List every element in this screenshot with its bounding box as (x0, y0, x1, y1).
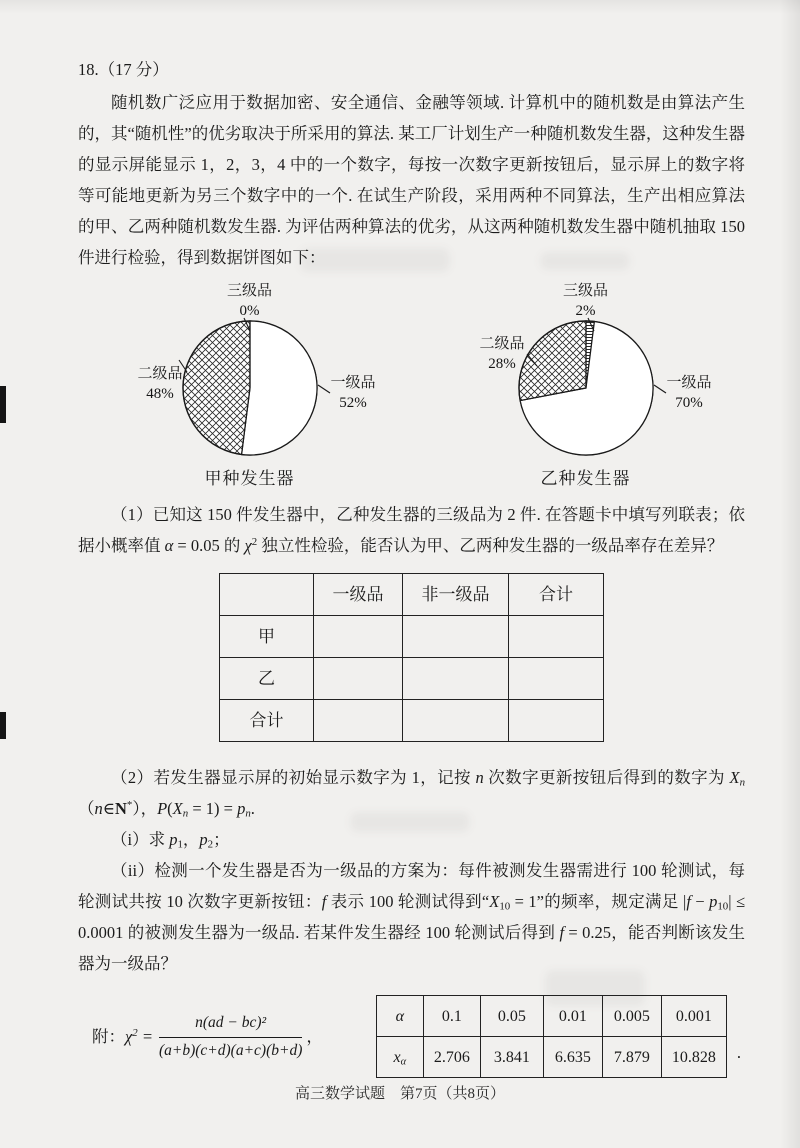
page-footer: 高三数学试题 第7页（共8页） (294, 1086, 505, 1102)
formula-comma: ， (306, 1027, 323, 1046)
x-alpha-value-cell: 3.841 (480, 1037, 543, 1078)
chart-caption-yi: 乙种发生器 (540, 469, 631, 488)
table-header-cell: 合计 (509, 574, 604, 616)
slice-label-name: 三级品 (562, 283, 608, 299)
table-row (220, 700, 604, 742)
slice-label-grade1 (322, 373, 384, 413)
pie-chart-yi (426, 276, 745, 491)
slice-label-value: 0% (239, 303, 260, 319)
formula-prefix: 附： (92, 1027, 125, 1046)
slice-label-value: 48% (146, 386, 174, 402)
alpha-value-cell: 0.005 (602, 996, 661, 1037)
slice-label-value: 52% (339, 395, 367, 411)
x-alpha-value-cell: 10.828 (661, 1037, 726, 1078)
table-empty-cell (509, 616, 604, 658)
question-part-2-ii: （ii）检测一个发生器是否为一级品的方案为：每件被测发生器需进行 100 轮测试，每轮测试共按 10 次数字更新按钮：f 表示 100 轮测试得到“$X_{10} = 1$”的频率，规定满足 $|f - p_{10}| \le 0.0001$ 的被测发生器为一级品. 若某件发生器经 100 轮测试后得到 f = 0.25，能否判断该发生器为一级品？ (78, 861, 746, 973)
slice-label-grade1 (658, 373, 720, 413)
critical-xalpha-row (376, 1037, 726, 1078)
table-row (220, 616, 604, 658)
pie-slices (183, 321, 317, 455)
slice-label-grade3 (544, 281, 628, 321)
table-row (220, 658, 604, 700)
alpha-value-cell: 0.001 (661, 996, 726, 1037)
critical-alpha-row (376, 996, 726, 1037)
slice-label-grade2 (130, 364, 190, 404)
appendix-row (78, 995, 745, 1078)
table-empty-cell (403, 700, 509, 742)
table-empty-cell (314, 616, 403, 658)
slice-label-grade2 (472, 334, 532, 374)
slice-label-name: 一级品 (330, 375, 376, 391)
table-empty-cell (509, 658, 604, 700)
alpha-label-cell: α (376, 996, 423, 1037)
slice-label-name: 一级品 (666, 375, 712, 391)
alpha-value-cell: 0.1 (423, 996, 480, 1037)
x-alpha-label-cell: $x_\alpha$ (376, 1037, 423, 1078)
formula-numerator: n(ad − bc)² (159, 1011, 302, 1038)
contingency-table (219, 573, 604, 742)
table-corner-cell (220, 574, 314, 616)
critical-values-wrap (376, 995, 727, 1078)
table-header-cell: 一级品 (314, 574, 403, 616)
question-part-1: （1）已知这 150 件发生器中，乙种发生器的三级品为 2 件. 在答题卡中填写列联表；依据小概率值 α = 0.05 的 $\chi^2$ 独立性检验，能否认为甲、乙两种发生器的一级品率存在差异？ (78, 505, 745, 555)
table-empty-cell (403, 616, 509, 658)
question-number-header: 18.（17 分） (78, 60, 169, 79)
alpha-value-cell: 0.01 (543, 996, 602, 1037)
pie-chart-jia (90, 276, 409, 491)
chi-square-symbol: $\chi^2$ = (125, 1027, 153, 1046)
slice-label-name: 二级品 (479, 336, 525, 352)
pie-charts-row (90, 276, 745, 491)
table-empty-cell (314, 658, 403, 700)
question-part-2: （2）若发生器显示屏的初始显示数字为 1，记按 n 次数字更新按钮后得到的数字为 $X_n(n\in N^*)$，$P(X_n = 1) = p_n$. (78, 768, 746, 820)
table-empty-cell (403, 658, 509, 700)
x-alpha-value-cell: 2.706 (423, 1037, 480, 1078)
critical-values-table (376, 995, 727, 1078)
slice-label-name: 三级品 (226, 283, 272, 299)
slice-label-value: 2% (575, 303, 596, 319)
question-part-2-i: （i）求 $p_1$，$p_2$； (111, 830, 230, 851)
table-row-label: 合计 (220, 700, 314, 742)
slice-label-value: 70% (675, 395, 703, 411)
x-alpha-value-cell: 6.635 (543, 1037, 602, 1078)
slice-label-name: 二级品 (137, 366, 183, 382)
table-empty-cell (314, 700, 403, 742)
chi-square-fraction (159, 1011, 302, 1062)
alpha-value-cell: 0.05 (480, 996, 543, 1037)
table-header-cell: 非一级品 (403, 574, 509, 616)
table-row-label: 甲 (220, 616, 314, 658)
table-header-row (220, 574, 604, 616)
slice-label-value: 28% (488, 356, 516, 372)
table-row-label: 乙 (220, 658, 314, 700)
question-intro-text: 随机数广泛应用于数据加密、安全通信、金融等领域. 计算机中的随机数是由算法产生的，其“随机性”的优劣取决于所采用的算法. 某工厂计划生产一种随机数发生器，这种发生器的显示屏能显示 1，2，3，4 中的一个数字，每按一次数字更新按钮后，显示屏上的数字将等可能地更新为另三个数字中的一个. 在试生产阶段，采用两种不同算法，生产出相应算法的甲、乙两种随机数发生器. 为评估两种算法的优劣，从这两种随机数发生器中随机抽取 150 件进行检验，得到数据饼图如下： (78, 93, 745, 267)
slice-label-grade3 (208, 281, 292, 321)
table-empty-cell (509, 700, 604, 742)
formula-period: . (736, 1043, 741, 1062)
pie-slices (519, 321, 653, 455)
chart-caption-jia: 甲种发生器 (204, 469, 295, 488)
x-alpha-value-cell: 7.879 (602, 1037, 661, 1078)
formula-denominator: (a+b)(c+d)(a+c)(b+d) (158, 1042, 303, 1059)
